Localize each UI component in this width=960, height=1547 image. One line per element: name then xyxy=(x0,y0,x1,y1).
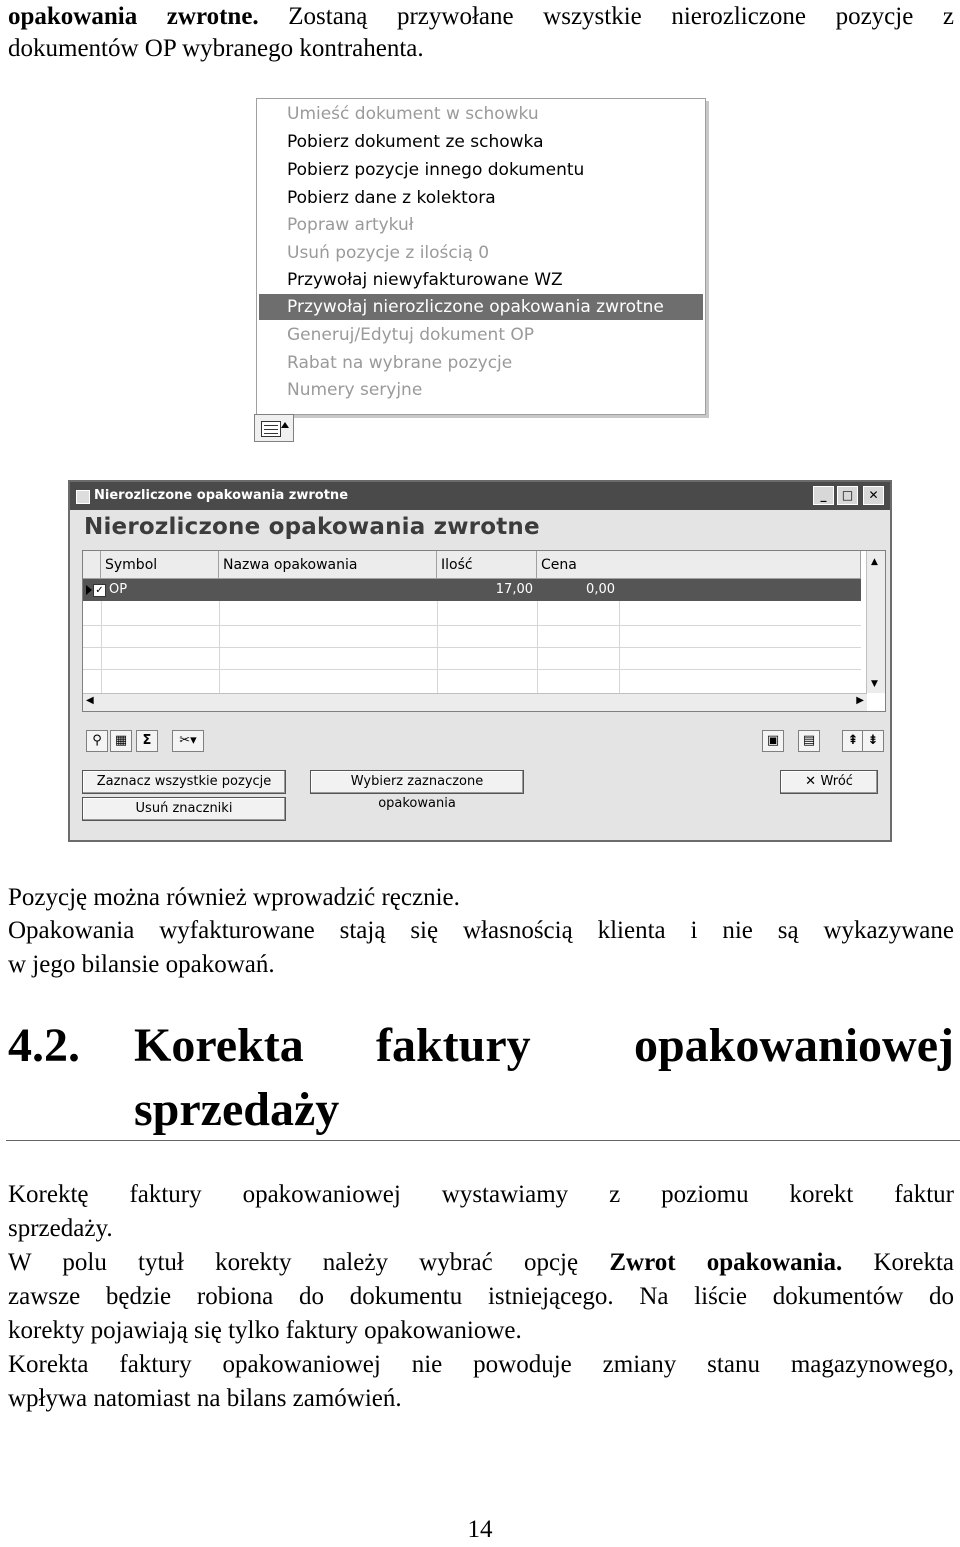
row-divider xyxy=(83,669,861,670)
cell-symbol: OP xyxy=(109,582,128,597)
menu-item-fetch-from-collector[interactable]: Pobierz dane z kolektora xyxy=(287,188,496,208)
clear-marks-button[interactable]: Usuń znaczniki xyxy=(82,797,286,821)
app-icon xyxy=(76,490,90,504)
intro-rest: Zostaną przywołane wszystkie nierozliczone pozycje z xyxy=(258,3,954,30)
save-icon[interactable]: ▣ xyxy=(762,730,784,752)
cell-qty: 17,00 xyxy=(495,582,533,597)
calendar-icon[interactable]: ▤ xyxy=(798,730,820,752)
window-titlebar xyxy=(70,482,890,510)
row-checkbox[interactable]: ✓ xyxy=(93,584,106,597)
sort-up-icon[interactable]: ⇞ xyxy=(842,730,864,752)
packaging-grid xyxy=(82,550,886,712)
packaging-window xyxy=(68,480,892,842)
context-menu xyxy=(256,98,706,415)
paragraph-4b: zawsze będzie robiona do dokumentu istniejącego. Na liście dokumentów do xyxy=(8,1283,954,1310)
close-button[interactable]: ✕ xyxy=(863,486,884,505)
table-row[interactable] xyxy=(83,579,861,601)
scroll-left-icon[interactable]: ◀ xyxy=(86,695,94,706)
col-header-name[interactable]: Nazwa opakowania xyxy=(219,551,437,579)
back-button[interactable] xyxy=(780,770,878,794)
heading-rule xyxy=(6,1140,960,1141)
paragraph-1: Pozycję można również wprowadzić ręcznie. xyxy=(8,884,460,911)
menu-item-fetch-items-other-document[interactable]: Pobierz pozycje innego dokumentu xyxy=(287,160,585,180)
intro-line-2: dokumentów OP wybranego kontrahenta. xyxy=(8,35,424,62)
row-divider xyxy=(83,647,861,648)
menu-toggle-button[interactable] xyxy=(254,414,294,442)
caret-up-icon xyxy=(281,422,289,428)
grid-corner xyxy=(83,551,101,579)
col-header-symbol[interactable]: Symbol xyxy=(101,551,219,579)
window-header: Nierozliczone opakowania zwrotne xyxy=(84,514,540,540)
choose-selected-button[interactable]: Wybierz zaznaczone opakowania xyxy=(310,770,524,794)
back-label: Wróć xyxy=(820,774,853,789)
p4a-pre: W polu tytuł korekty należy wybrać opcję xyxy=(8,1249,610,1276)
vertical-scrollbar[interactable] xyxy=(866,551,885,693)
p4a-bold: Zwrot opakowania. xyxy=(609,1249,843,1276)
tools-icon[interactable]: ✂▾ xyxy=(172,730,204,752)
sort-down-icon[interactable]: ⇟ xyxy=(862,730,884,752)
heading-word-2: faktury xyxy=(376,1019,531,1072)
menu-item-recall-returnable-packaging[interactable]: Przywołaj nierozliczone opakowania zwrotne xyxy=(259,294,703,320)
menu-item-recall-uninvoiced-wz[interactable]: Przywołaj niewyfakturowane WZ xyxy=(287,270,563,290)
maximize-button[interactable]: □ xyxy=(837,486,858,505)
heading-number: 4.2. xyxy=(8,1019,80,1072)
p4a-post: Korekta xyxy=(873,1249,954,1276)
select-all-button[interactable]: Zaznacz wszystkie pozycje xyxy=(82,770,286,794)
paragraph-5b: wpływa natomiast na bilans zamówień. xyxy=(8,1385,402,1412)
intro-bold: opakowania zwrotne. xyxy=(8,3,259,30)
close-x-icon: ✕ xyxy=(805,774,821,789)
paragraph-2a: Opakowania wyfakturowane stają się własnością klienta i nie są wykazywane xyxy=(8,917,954,944)
section-heading-line-2: sprzedaży xyxy=(134,1083,340,1136)
col-header-qty[interactable]: Ilość xyxy=(437,551,537,579)
menu-item-remove-zero-qty[interactable]: Usuń pozycje z ilością 0 xyxy=(287,243,490,263)
scroll-up-icon[interactable]: ▲ xyxy=(871,557,878,567)
section-heading xyxy=(8,1018,954,1074)
row-divider xyxy=(83,625,861,626)
row-pointer-icon xyxy=(86,585,92,595)
menu-item-serial-numbers[interactable]: Numery seryjne xyxy=(287,380,423,400)
menu-item-fetch-from-clipboard[interactable]: Pobierz dokument ze schowka xyxy=(287,132,544,152)
menu-item-discount[interactable]: Rabat na wybrane pozycje xyxy=(287,353,513,373)
paragraph-4c: korekty pojawiają się tylko faktury opakowaniowe. xyxy=(8,1317,522,1344)
cell-price: 0,00 xyxy=(586,582,615,597)
paragraph-3b: sprzedaży. xyxy=(8,1215,113,1242)
horizontal-scrollbar[interactable] xyxy=(83,693,867,711)
paragraph-3a: Korektę faktury opakowaniowej wystawiamy z poziomu korekt faktur xyxy=(8,1181,954,1208)
menu-item-generate-op[interactable]: Generuj/Edytuj dokument OP xyxy=(287,325,535,345)
paragraph-2b: w jego bilansie opakowań. xyxy=(8,951,275,978)
window-title: Nierozliczone opakowania zwrotne xyxy=(94,488,349,503)
paragraph-5a: Korekta faktury opakowaniowej nie powoduje zmiany stanu magazynowego, xyxy=(8,1351,954,1378)
paragraph-4a xyxy=(8,1246,954,1280)
menu-item-fix-article[interactable]: Popraw artykuł xyxy=(287,215,414,235)
list-icon xyxy=(261,421,281,437)
sum-icon[interactable]: Σ xyxy=(136,730,158,752)
scroll-down-icon[interactable]: ▼ xyxy=(871,679,878,689)
col-header-price[interactable]: Cena xyxy=(537,551,861,579)
heading-word-1: Korekta xyxy=(134,1019,304,1072)
minimize-button[interactable]: _ xyxy=(813,486,834,505)
scroll-right-icon[interactable]: ▶ xyxy=(856,695,864,706)
heading-word-3: opakowaniowej xyxy=(633,1019,954,1072)
intro-line-1 xyxy=(8,0,954,34)
menu-item-place-in-clipboard[interactable]: Umieść dokument w schowku xyxy=(287,104,539,124)
filter-icon[interactable]: ▦ xyxy=(110,730,132,752)
page-number: 14 xyxy=(467,1516,493,1543)
find-icon[interactable]: ⚲ xyxy=(86,730,108,752)
